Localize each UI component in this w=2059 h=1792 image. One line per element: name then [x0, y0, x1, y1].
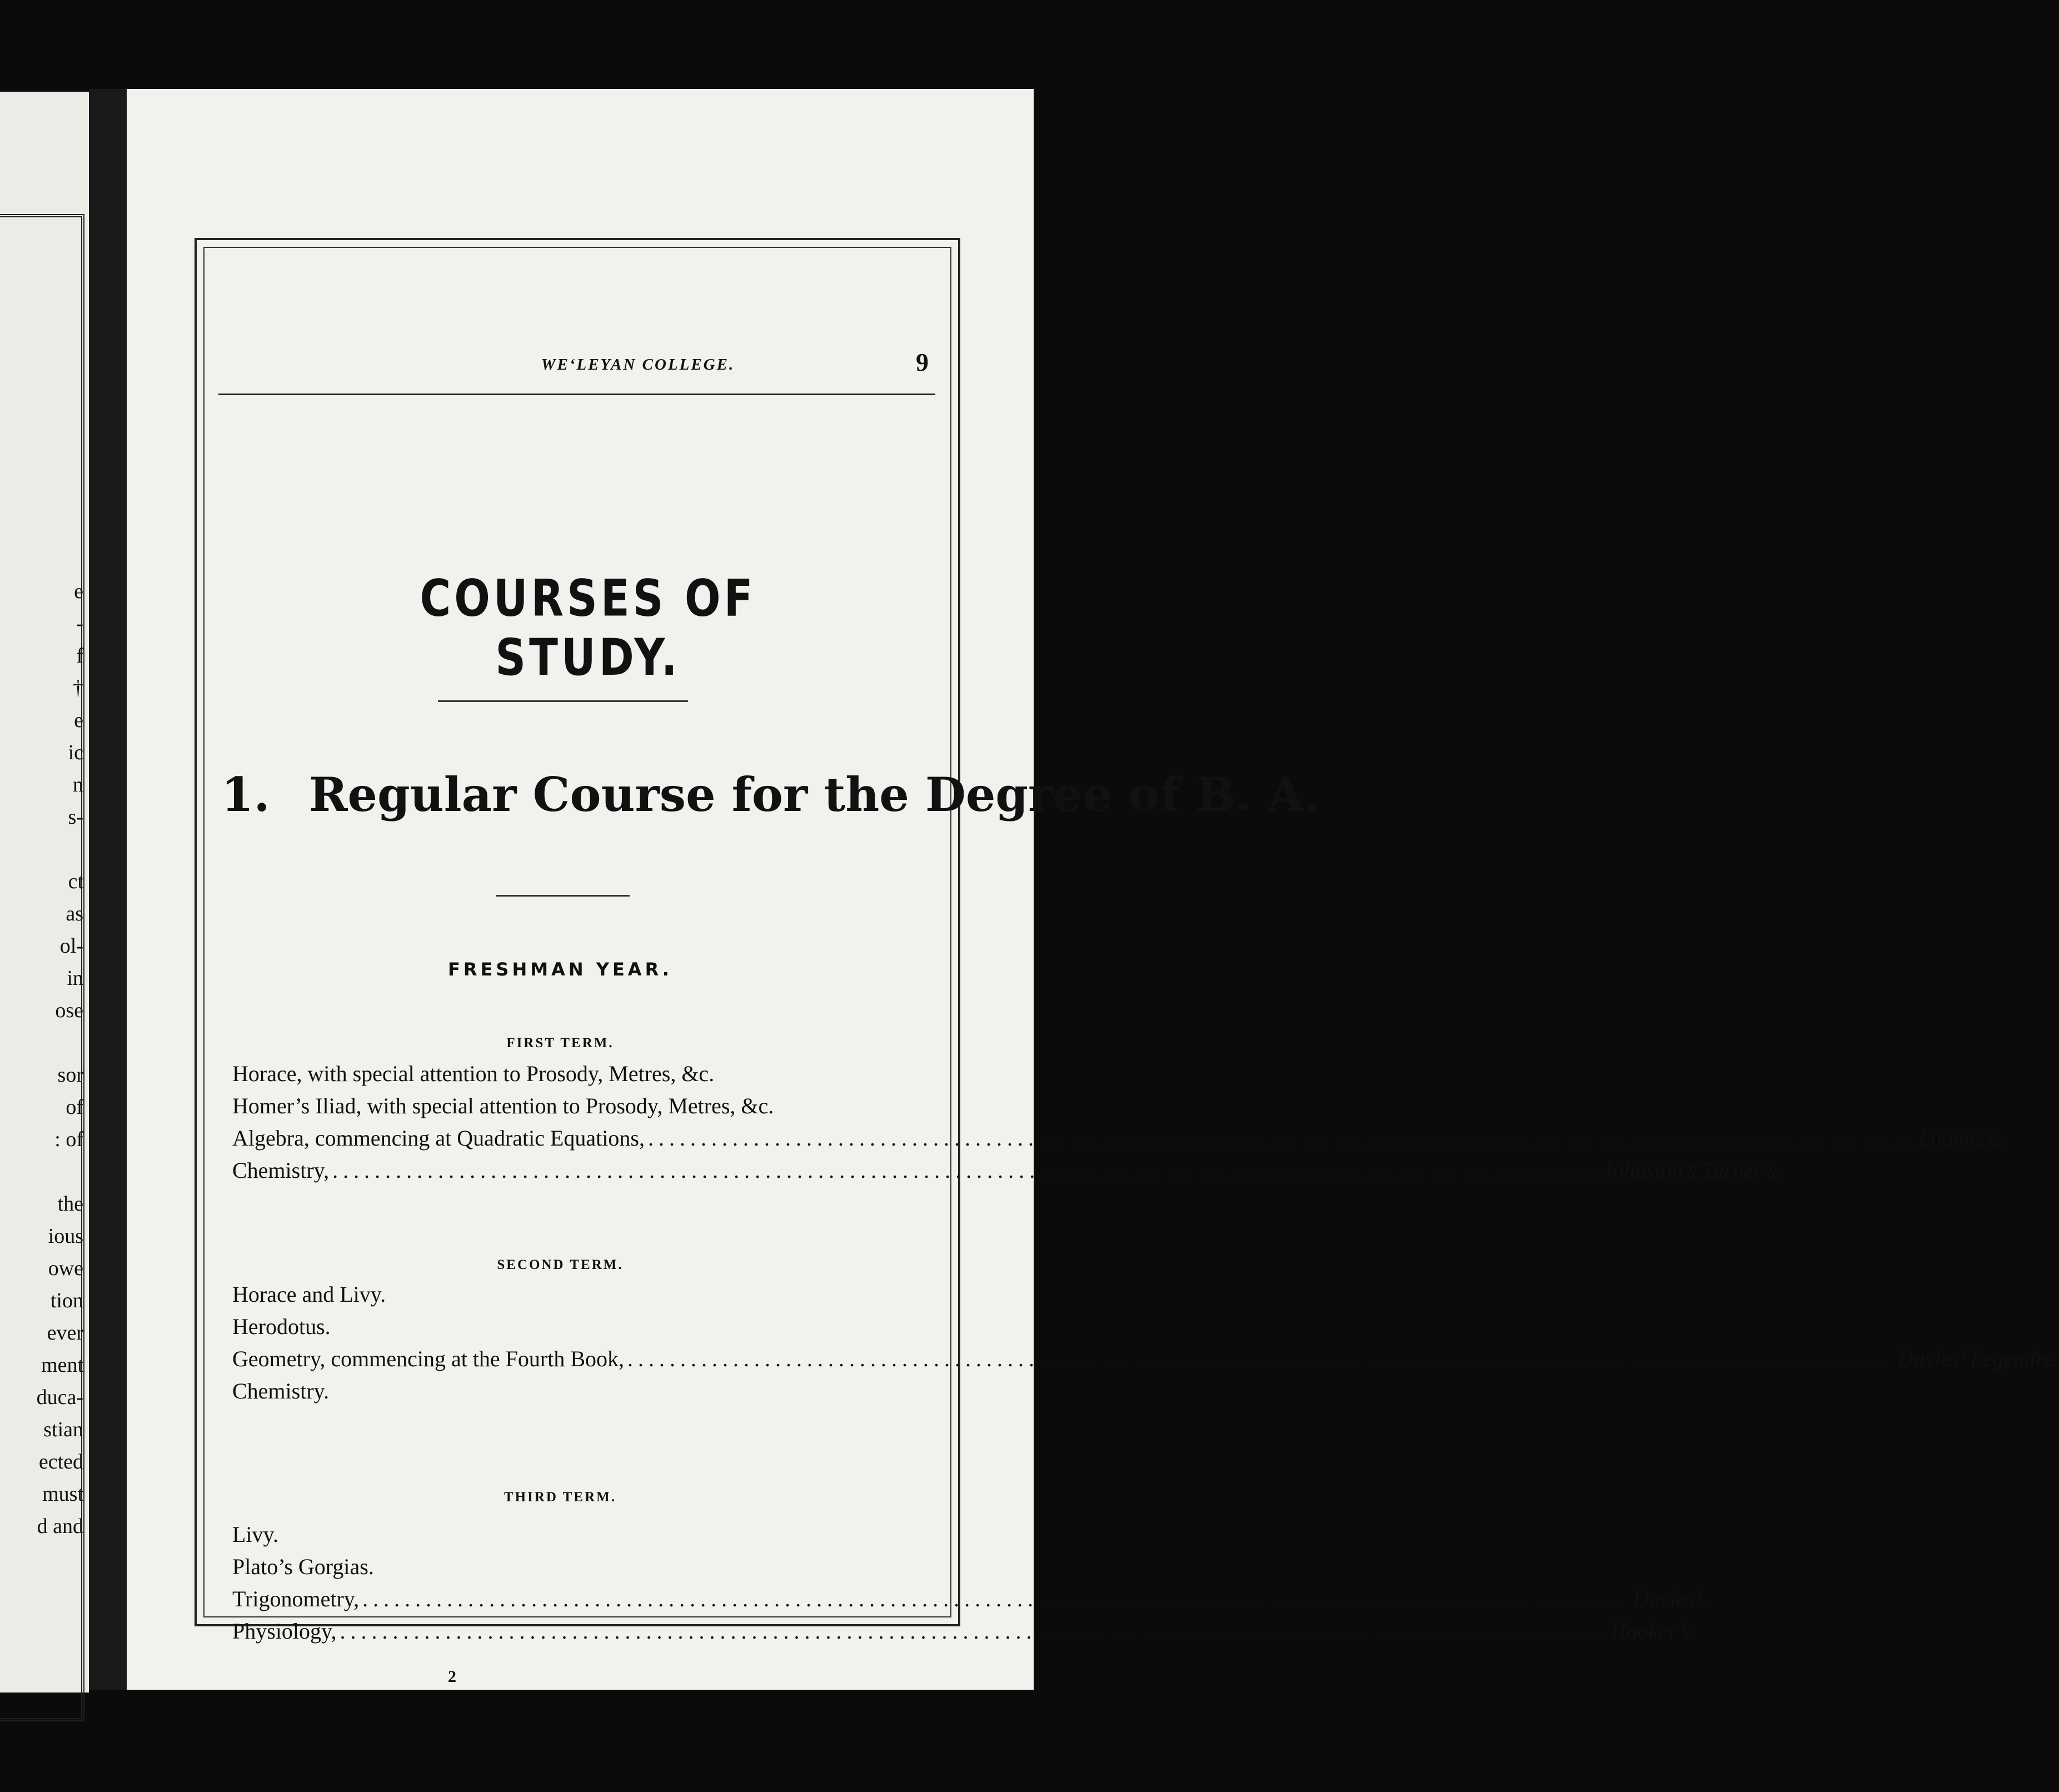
left-page-line: ment	[41, 1353, 83, 1377]
left-page-line: ious	[48, 1224, 83, 1248]
course-title: Trigonometry,	[232, 1586, 360, 1611]
course-title: Homer’s Iliad, with special attention to Prosody, Metres, &c.	[232, 1093, 774, 1118]
course-row	[232, 1058, 938, 1090]
course-list-second-term	[232, 1278, 2059, 1407]
year-heading: FRESHMAN YEAR.	[448, 959, 672, 980]
dot-leader: ........................................................................................................................	[627, 1346, 1895, 1371]
left-page-line: stian	[43, 1418, 83, 1441]
course-textbook: Hooker’s.	[1610, 1619, 1697, 1644]
course-title: Algebra, commencing at Quadratic Equations,	[232, 1126, 645, 1151]
left-page-line	[0, 1156, 83, 1188]
term-heading-first: FIRST TERM.	[506, 1036, 614, 1051]
course-title: Livy.	[232, 1522, 278, 1547]
course-list-first-term	[232, 1058, 2003, 1187]
section-heading	[221, 767, 1320, 822]
course-title: Geometry, commencing at the Fourth Book,	[232, 1346, 625, 1371]
course-row	[232, 1278, 938, 1311]
course-textbook: Davies’.	[1633, 1586, 1708, 1611]
left-page-line: owe	[48, 1257, 83, 1280]
left-page-line	[0, 833, 83, 865]
section-number: 1.	[221, 767, 270, 822]
course-title: Chemistry,	[232, 1158, 330, 1183]
term-heading-second: SECOND TERM.	[497, 1257, 624, 1272]
course-title: Chemistry.	[232, 1378, 330, 1403]
running-head: WE‘LEYAN COLLEGE.	[541, 356, 735, 374]
course-textbook: Loomis’s.	[1918, 1126, 2003, 1151]
left-page-line: sor	[57, 1063, 83, 1087]
left-page-line: n	[73, 773, 83, 797]
page-title: COURSES OF STUDY.	[420, 568, 756, 687]
left-page-line: ected	[38, 1450, 83, 1474]
course-row	[232, 1154, 1782, 1187]
course-textbook: Johnston’s Turner’s.	[1603, 1158, 1782, 1183]
course-row	[232, 1519, 938, 1551]
left-page-line: †	[73, 676, 83, 700]
course-title: Plato’s Gorgias.	[232, 1554, 374, 1579]
section-rule	[496, 895, 630, 897]
dot-leader: ........................................................................................................................	[332, 1158, 1600, 1183]
course-row	[232, 1090, 938, 1122]
left-page-line: must	[42, 1482, 83, 1506]
left-page-text	[0, 575, 83, 1542]
left-page-line: of	[66, 1096, 83, 1119]
left-page-line: in	[67, 967, 83, 990]
left-page-line: : of	[54, 1128, 83, 1151]
page-frame	[195, 238, 960, 1626]
left-page-line: f	[76, 644, 83, 668]
course-list-third-term	[232, 1519, 1708, 1647]
left-page-line	[0, 1027, 83, 1059]
dot-leader: ........................................................................................................................	[340, 1619, 1607, 1644]
book-gutter	[89, 89, 128, 1690]
left-page-line: ct	[68, 870, 83, 893]
course-title: Horace and Livy.	[232, 1282, 386, 1307]
page-frame-inner	[203, 247, 951, 1617]
course-row	[232, 1343, 2059, 1375]
header-rule	[218, 394, 935, 395]
section-title: Regular Course for the Degree of B. A.	[308, 767, 1320, 822]
left-page-line: e	[74, 580, 83, 603]
left-page-line: the	[57, 1192, 83, 1216]
left-page-line: d and	[37, 1515, 83, 1538]
course-title: Horace, with special attention to Prosody, Metres, &c.	[232, 1061, 715, 1086]
signature-mark: 2	[448, 1667, 456, 1686]
course-row	[232, 1311, 938, 1343]
course-textbook: Davies’ Legendre.	[1898, 1346, 2059, 1371]
left-page-line: s-	[68, 805, 83, 829]
dot-leader: ........................................................................................................................	[647, 1126, 1915, 1151]
book-page	[127, 89, 2059, 1690]
term-heading-third: THIRD TERM.	[503, 1490, 616, 1505]
course-row	[232, 1583, 1708, 1615]
left-page-line: ever	[47, 1321, 83, 1345]
left-page-line: ol-	[59, 934, 83, 958]
left-page-line: tion	[50, 1289, 83, 1312]
course-row	[232, 1122, 2003, 1154]
dot-leader: ........................................................................................................................	[362, 1586, 1630, 1611]
page-number: 9	[916, 348, 929, 376]
course-title: Herodotus.	[232, 1314, 331, 1339]
course-title: Physiology,	[232, 1619, 337, 1644]
left-page-line: ic	[68, 741, 83, 764]
left-page-line: e	[74, 709, 83, 732]
course-row	[232, 1375, 938, 1407]
title-rule	[438, 700, 688, 702]
course-row	[232, 1551, 938, 1583]
left-page-line: as	[66, 902, 83, 925]
left-page-line: -	[76, 612, 83, 635]
adjacent-left-page	[0, 92, 89, 1693]
left-page-line: duca-	[36, 1386, 83, 1409]
left-page-line: ose	[55, 999, 83, 1022]
course-row	[232, 1615, 1697, 1647]
